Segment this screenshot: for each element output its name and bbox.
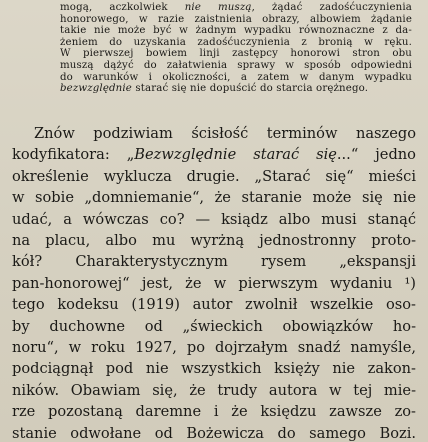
body-line: Znów podziwiam ścisłość terminów naszego bbox=[34, 125, 416, 142]
body-line: ników. Obawiam się, że trudy autora w tej mie- bbox=[12, 381, 416, 399]
emphasis-text: Bezwzględnie starać się bbox=[134, 146, 337, 164]
quote-line: bezwzględnie starać się nie dopuścić do starcia orężnego. bbox=[60, 83, 369, 95]
body-line: kół? Charakterystycznym rysem „ekspansji bbox=[12, 253, 416, 271]
emphasis-text: bezwzględnie bbox=[60, 83, 132, 95]
body-line: rze pozostaną daremne i że księdzu zawsze zo- bbox=[12, 403, 416, 421]
quote-line: do warunków i okoliczności, a zatem w danym wypadku bbox=[60, 71, 412, 83]
body-line: pan-honorowej“ jest, że w pierwszym wydaniu ¹) bbox=[12, 274, 416, 292]
quote-line: W pierwszej bowiem linji zastępcy honorowi stron obu bbox=[60, 48, 412, 60]
body-line: na placu, albo mu wyrżną jednostronny proto- bbox=[12, 232, 416, 250]
emphasis-text: nie muszą bbox=[184, 2, 252, 13]
body-line: noru“, w roku 1927, po dojrzałym snadź namyśle, bbox=[12, 339, 416, 357]
body-line: udać, a wówczas co? — ksiądz albo musi stanąć bbox=[12, 210, 416, 228]
body-line: tego kodeksu (1919) autor zwolnił wszelkie oso- bbox=[12, 296, 416, 314]
body-line: stanie odwołane od Bożewicza do samego Bozi. bbox=[12, 424, 416, 442]
quote-line: takie nie może być w żadnym wypadku równoznaczne z da- bbox=[60, 25, 412, 37]
body-line: określenie wyklucza drugie. „Starać się“ mieści bbox=[12, 167, 416, 185]
quoted-code-excerpt bbox=[60, 2, 412, 95]
body-line: w sobie „domniemanie“, że staranie może się nie bbox=[12, 189, 416, 207]
body-paragraph bbox=[12, 123, 416, 442]
quote-line: honorowego, w razie zaistnienia obrazy, albowiem żądanie bbox=[60, 13, 412, 25]
quote-line: muszą dążyć do załatwienia sprawy w sposób odpowiedni bbox=[60, 59, 412, 71]
body-line: kodyfikatora: „Bezwzględnie starać się...“ jedno bbox=[12, 146, 416, 164]
body-line: podciągnął pod nie wszystkich księży nie zakon- bbox=[12, 360, 416, 378]
quote-line: żeniem do uzyskania zadośćuczynienia z bronią w ręku. bbox=[60, 36, 412, 48]
quote-line: mogą, aczkolwiek nie muszą, żądać zadośćuczynienia bbox=[60, 2, 413, 13]
body-line: by duchowne od „świeckich obowiązków ho- bbox=[12, 317, 416, 335]
